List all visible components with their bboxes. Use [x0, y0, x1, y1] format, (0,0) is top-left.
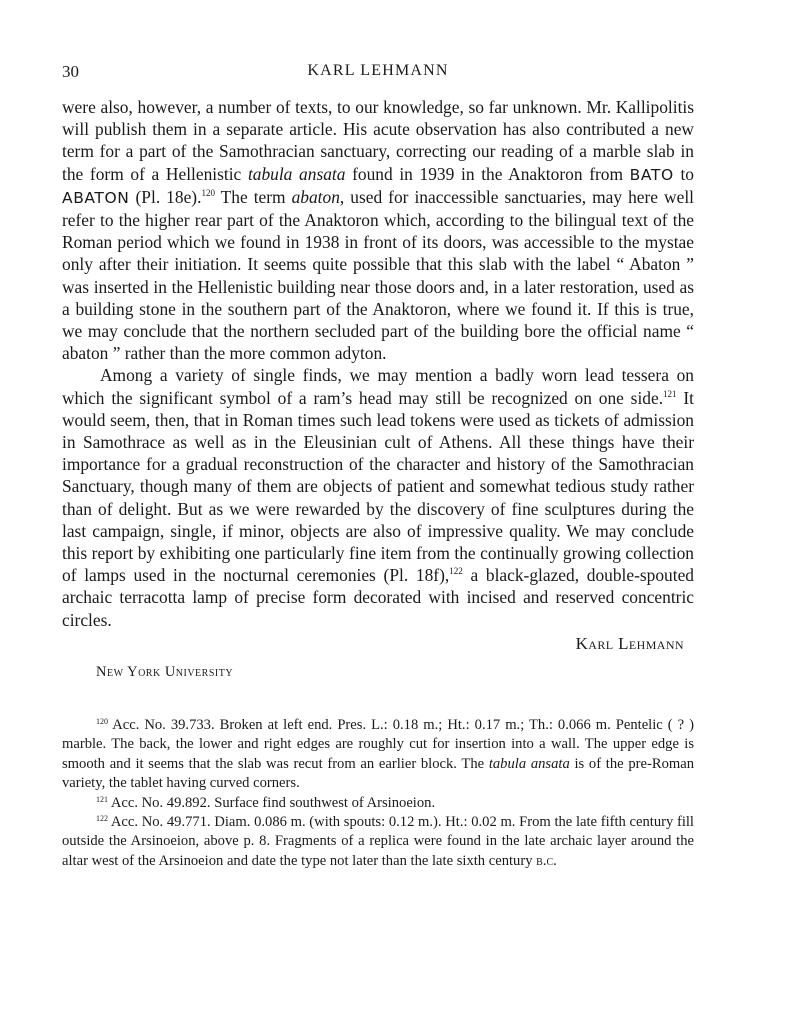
footnote-121 — [62, 794, 694, 813]
body-text — [62, 96, 694, 683]
text-run: Among a variety of single finds, we may mention a badly worn lead tessera on which the significant symbol of a ram’s head may still be recognized on one side. — [62, 365, 694, 408]
text-run: Acc. No. 49.771. Diam. 0.086 m. (with spouts: 0.12 m.). Ht.: 0.02 m. From the late fifth century fill outside the Arsinoeion, above p. 8. Fragments of a replica were found in the late archaic layer around the altar west of the Arsinoeion and date the type not later than the late sixth century — [62, 814, 694, 869]
author-affiliation: New York University — [96, 664, 234, 681]
running-head — [62, 62, 694, 84]
footnote-number: 122 — [96, 814, 108, 824]
text-run: to — [673, 163, 694, 184]
text-run: found in 1939 in the Anaktoron from — [345, 163, 630, 184]
text-run: It would seem, then, that in Roman times such lead tokens were used as tickets of admission in Samothrace as well as in the Eleusinian cult of Athens. All these things have their importance for a gradual reconstruction of the character and history of the Samothracian Sanctuary, though many of them are objects of patient and somewhat tedious study rather than of delight. But as we were rewarded by the discovery of fine sculptures during the last campaign, single, if minor, objects are also of impressive quality. We may conclude this report by exhibiting one particularly fine item from the continually growing collection of lamps used in the nocturnal ceremonies (Pl. 18f), — [62, 387, 694, 586]
text-run: a black-glazed, double-spouted archaic terracotta lamp of precise form decorated with incised and reserved concentric circles. — [62, 565, 694, 630]
text-run: , used for inaccessible sanctuaries, may here well refer to the higher rear part of the Anaktoron which, according to the bilingual text of the Roman period which we found in 1938 in front of its doors, was accessible to the mystae only after their initiation. It seems quite possible that this slab with the label “ Abaton ” was inserted in the Hellenistic building near those doors and, in a later restoration, used as a building stone in the southern part of the Anaktoron, where we found it. If this is true, we may conclude that the northern secluded part of the building bore the official name “ abaton ” rather than the more common adyton. — [62, 186, 694, 364]
page-number: 30 — [62, 62, 79, 81]
running-title: KARL LEHMANN — [307, 62, 449, 79]
footnote-ref[interactable]: 121 — [663, 388, 677, 399]
footnotes — [62, 716, 694, 871]
inscription-text: BATO — [629, 165, 674, 184]
footnote-number: 121 — [96, 794, 108, 804]
footnote-120 — [62, 716, 694, 794]
paragraph-2 — [62, 364, 694, 630]
italic-term: tabula ansata — [488, 755, 570, 772]
italic-term: abaton — [291, 186, 340, 207]
footnote-ref[interactable]: 122 — [449, 566, 463, 577]
inscription-text: ABATON — [62, 188, 130, 207]
era-abbreviation: b.c. — [536, 852, 557, 869]
footnote-122 — [62, 813, 694, 871]
text-run: were also, however, a number of texts, to our knowledge, so far unknown. Mr. Kallipolitis will publish them in a separate article. His acute observation has also contributed a new term for a part of the Samothracian sanctuary, correcting our reading of a marble slab in the form of a Hellenistic — [62, 97, 694, 184]
italic-term: tabula ansata — [247, 163, 346, 184]
footnote-number: 120 — [96, 717, 108, 726]
text-run: (Pl. 18e). — [129, 186, 202, 207]
text-run: Acc. No. 49.892. Surface find southwest of Arsinoeion. — [108, 794, 436, 811]
text-run: Acc. No. 39.733. Broken at left end. Pres. L.: 0.18 m.; Ht.: 0.17 m.; Th.: 0.066 m. Pentelic ( ? ) marble. The back, the lower and right edges are roughly cut for insertion into a wall. The upper edge is smooth and it seems that the slab was recut from an earlier block. The — [62, 717, 694, 772]
footnote-ref[interactable]: 120 — [201, 187, 215, 198]
author-signature: Karl Lehmann — [575, 633, 684, 653]
text-run: is of the pre-Roman variety, the tablet having curved corners. — [62, 755, 694, 792]
text-run: The term — [214, 186, 292, 207]
paragraph-1 — [62, 96, 694, 364]
